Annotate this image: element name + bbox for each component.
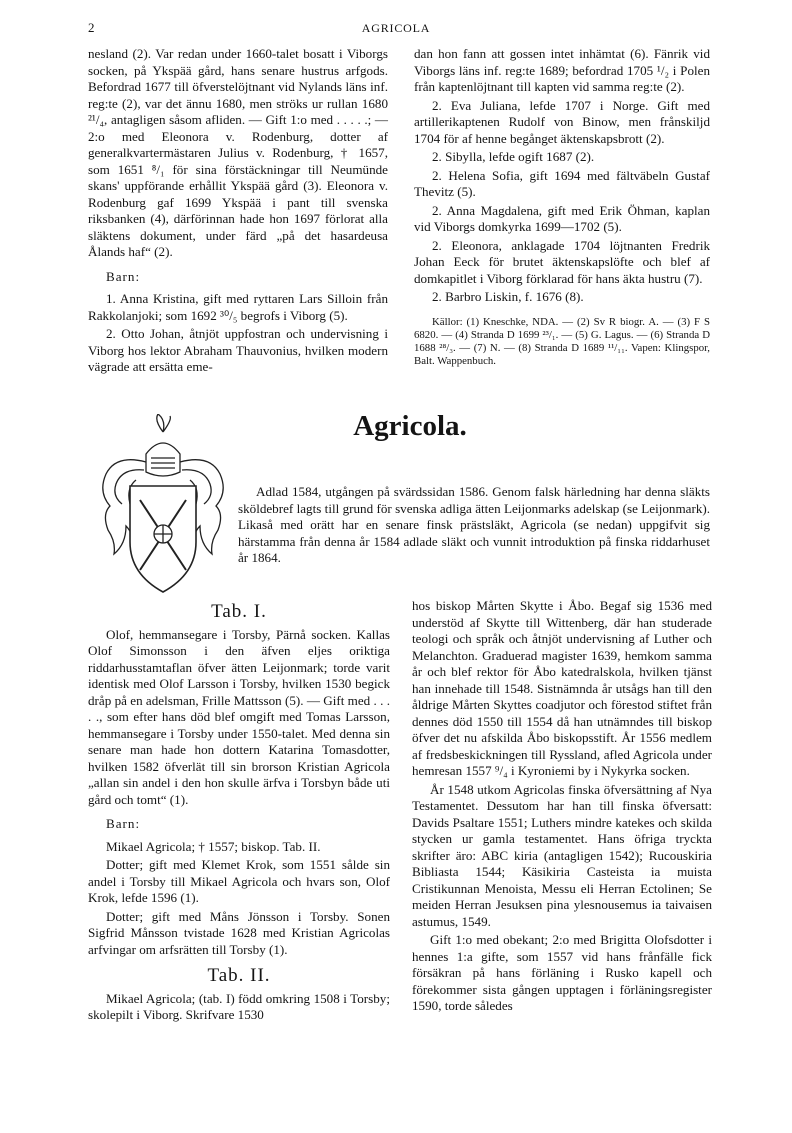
intro-paragraph bbox=[238, 484, 710, 567]
child-entry: 2. Anna Magdalena, gift med Erik Öhman, kaplan vid Viborgs domkyrka 1699—1702 (5). bbox=[414, 202, 710, 234]
sources-note: Källor: (1) Kneschke, NDA. — (2) Sv R biogr. A. — (3) F S 6820. — (4) Stranda D 1699 ²³/₁. — (5) G. Lagus. — (6) Stranda D 1688 ²⁸/₃. — (7) N. — (8) Stranda D 1689 ¹¹/₁₁. Vapen: Klingspor, Balt. Wappenbuch. bbox=[414, 315, 710, 367]
child-entry: 2. Eva Juliana, lefde 1707 i Norge. Gift med artillerikaptenen Rudolf von Binow, men frånskiljd 1704 för af henne begånget äktenskapsbrott (2). bbox=[414, 97, 710, 146]
child-entry: Mikael Agricola; † 1557; biskop. Tab. II. bbox=[106, 838, 321, 854]
child-entry: 2. Otto Johan, åtnjöt uppfostran och undervisning i Viborg hos lektor Abraham Thauvonius, hvilken modern vägrade att ersätta eme- bbox=[88, 326, 388, 374]
tab-i-heading: Tab. I. bbox=[211, 601, 267, 622]
bottom-left-column bbox=[88, 598, 390, 1026]
child-entry: 1. Anna Kristina, gift med ryttaren Lars Silloin från Rakkolanjoki; som 1692 ³⁰/₅ begrofs i Viborg (5). bbox=[88, 291, 388, 323]
intro-text: Adlad 1584, utgången på svärdssidan 1586. Genom falsk härledning har denna släkts sköldebref lagts till grund för svenska adliga ätten Leijonmarks adelskap (se Leijonmark). Likaså med orätt har en senare finsk prästsläkt, Agricola (se nedan) uppgifvit sig härstamma från denna år 1584 adlade släkt och vunnit introduktion på finska riddarhuset år 1864. bbox=[238, 484, 710, 566]
paragraph: År 1548 utkom Agricolas finska öfversättning af Nya Testamentet. Dessutom har han till finska öfversatt: Davids Psaltare 1551; Luthers mindre katekes och skilda stycken ur gamla testamentet. Hans öfriga tryckta skrifter äro: ABC kiria (antagligen 1542); Rucouskiria Bibliasta 1544; Käsikiria Casteista ia muista Cristikunnan Menoista, Messu eli Herran Ectolinen; Se meiden Herran Jesuksen pina ylesnousemus ia taivaisen astumus, 1549. bbox=[412, 781, 712, 929]
running-title: AGRICOLA bbox=[361, 21, 431, 35]
children-label: Barn: bbox=[106, 816, 141, 831]
child-entry: Dotter; gift med Måns Jönsson i Torsby. Sonen Sigfrid Månsson tvistade 1628 med Kristian Agricolas arfvingar om arfsrätten till Torsby (1). bbox=[88, 908, 390, 957]
page-number: 2 bbox=[88, 20, 95, 35]
coat-of-arms-icon bbox=[96, 414, 230, 600]
top-right-column bbox=[414, 46, 710, 370]
bottom-right-column bbox=[412, 598, 712, 1017]
paragraph: dan hon fann att gossen intet inhämtat (6). Fänrik vid Viborgs läns inf. reg:te 1689; befordrad 1705 ¹/₂ i Polen från kaptenlöjtnant till kapten vid samma reg:te (2). bbox=[414, 46, 710, 94]
child-entry: 2. Barbro Liskin, f. 1676 (8). bbox=[432, 289, 584, 304]
paragraph: nesland (2). Var redan under 1660-talet bosatt i Viborgs socken, på Ykspää gård, hans senare hustrus arfgods. Befordrad 1677 till öfverstelöjtnant vid Nylands läns inf. reg:te (2), var det ännu 1680, men ströks ur rullan 1680 ²¹/₄, antagligen såsom afliden. — Gift 1:o med . . . . .; — 2:o med Eleonora v. Rodenburg, dotter af generalkvartermästaren Julius v. Rodenburg, † 1657, som 1651 ⁸/₁ för sina förstäckningar till Neumünde skans' uppförande erhållit Ykspää gård (3). Eleonora v. Rodenburg gaf 1699 Ykspää i pant till svenska riksbanken (4), därförinnan hade hon 1697 förlorat alla släktens dokument, under färd „på det hasardeusa Ålands haf“ (2). bbox=[88, 46, 388, 259]
tab-ii-heading: Tab. II. bbox=[207, 965, 271, 986]
paragraph: hos biskop Mårten Skytte i Åbo. Begaf sig 1536 med understöd af Skytte till Wittenberg, där han studerade teologi och språk och åtnjöt undervisning af Luther och Melanchton. Graduerad magister 1639, hemkom samma år och blef rektor för Åbo katedralskola, hvilken tjänst han innehade till 1548. Sistnämnda år utsågs han till den åldrige Mårten Skyttes coadjutor och förestod stiftet från dennes död 1550 till 1554 då han utnämndes till biskop öfver det nu afskilda Åbo biskopsstift. År 1556 medlem af fredsbeskickningen till Ryssland, afled Agricola under hemresan 1557 ⁹/₄ i Kyroniemi by i Nykyrka socken. bbox=[412, 598, 712, 778]
paragraph: Olof, hemmansegare i Torsby, Pärnå socken. Kallas Olof Simonsson i den äfven eljes oriktiga riddarhusstamtaflan öfver ätten Leijonmark; torde varit identisk med Olof Larsson i Torsby, hvilken 1530 begick dråp på en adelsman, Frille Mattsson (5). — Gift med . . . . ., som efter hans död blef omgift med Tomas Larsson, hemmansegare i Torsby under 1550-talet. Med denna sin senare man hade hon dottern Katarina Tomasdotter, hvilken 1582 öfverlät till sin brorson Kristian Agricola „allan sin andel i den hon skulle ärfva i Torsbyn både uti gård och tomt“ (1). bbox=[88, 626, 390, 807]
child-entry: Dotter; gift med Klemet Krok, som 1551 sålde sin andel i Torsby till Mikael Agricola och hvars son, Olof Krok, lefde 1596 (1). bbox=[88, 857, 390, 905]
child-entry: 2. Eleonora, anklagade 1704 löjtnanten Fredrik Johan Eeck för brutet äktenskapslöfte och blef af domkapitlet i Viborg förklarad för hans äkta hustru (7). bbox=[414, 237, 710, 286]
paragraph: Mikael Agricola; (tab. I) född omkring 1508 i Torsby; skolepilt i Viborg. Skrifvare 1530 bbox=[88, 990, 390, 1022]
top-left-column bbox=[88, 46, 388, 378]
paragraph: Gift 1:o med obekant; 2:o med Brigitta Olofsdotter i hennes 1:a gifte, som 1557 vid hans frånfälle fick försäkran på hans förläning i Rusko kapell och förekommer sista gången upptagen i förläningsregister 1590, torde således bbox=[412, 932, 712, 1013]
section-title: Agricola. bbox=[353, 410, 467, 442]
child-entry: 2. Helena Sofia, gift 1694 med fältväbeln Gustaf Thevitz (5). bbox=[414, 167, 710, 199]
children-label: Barn: bbox=[106, 268, 141, 284]
child-entry: 2. Sibylla, lefde ogift 1687 (2). bbox=[432, 149, 595, 164]
